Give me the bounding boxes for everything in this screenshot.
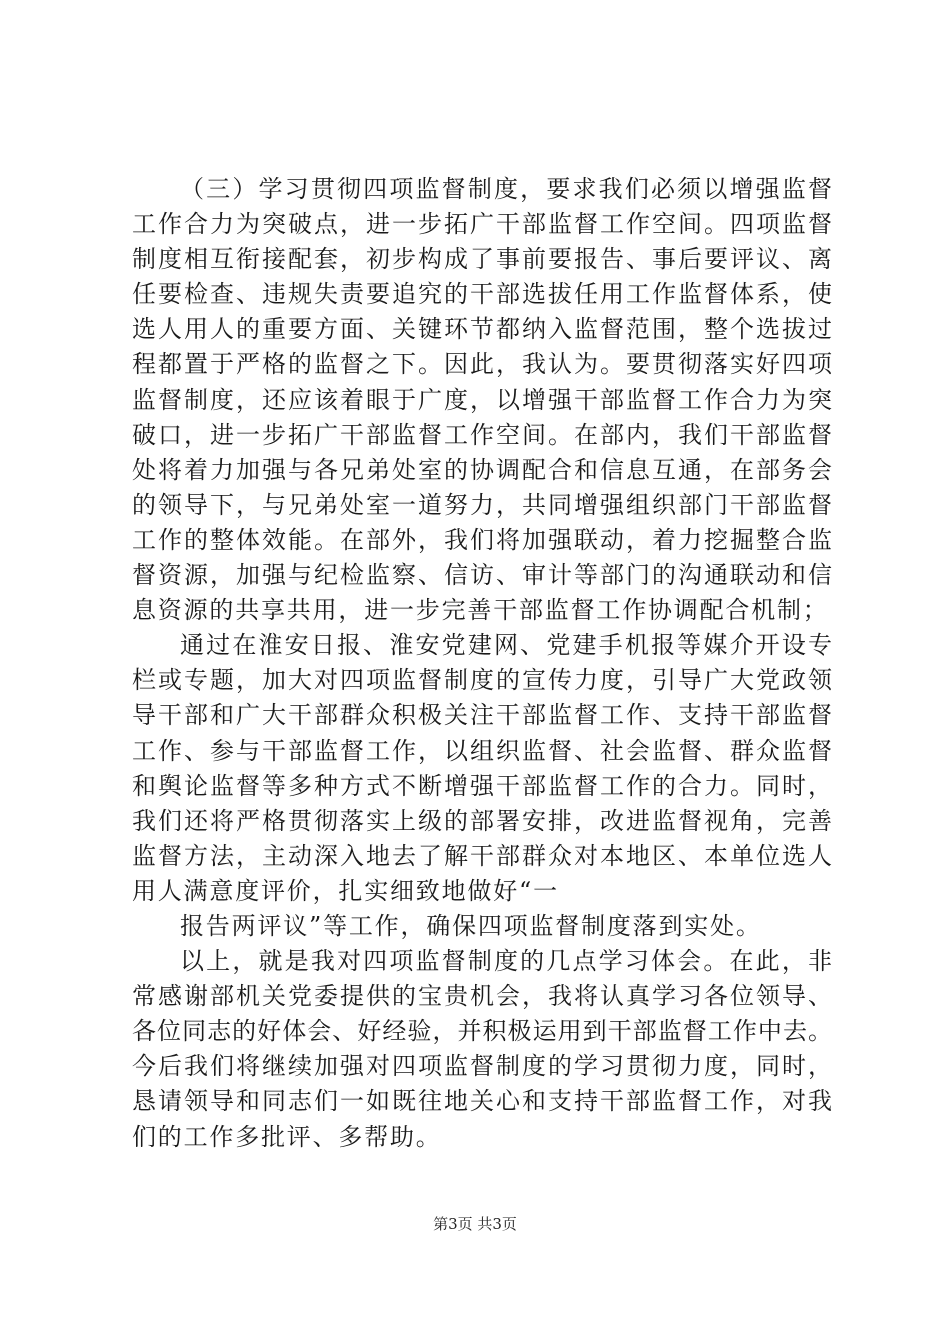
paragraph-line: 以上，就是我对四项监督制度的几点学习体会。在此，非	[180, 947, 832, 976]
paragraph-line: 息资源的共享共用，进一步完善干部监督工作协调配合机制；	[132, 596, 829, 625]
paragraph-line: 和舆论监督等多种方式不断增强干部监督工作的合力。同时，	[132, 771, 832, 800]
paragraph-line: 用人满意度评价，扎实细致地做好“一	[132, 876, 559, 905]
paragraph-line: 制度相互衔接配套，初步构成了事前要报告、事后要评议、离	[132, 245, 832, 274]
paragraph-line: （三）学习贯彻四项监督制度，要求我们必须以增强监督	[180, 175, 832, 203]
paragraph-line: 监督制度，还应该着眼于广度，以增强干部监督工作合力为突	[132, 385, 832, 414]
paragraph-line: 任要检查、违规失责要追究的干部选拔任用工作监督体系，使	[132, 280, 832, 309]
page-number-footer: 第3页 共3页	[433, 1215, 517, 1233]
paragraph-line: 的领导下，与兄弟处室一道努力，共同增强组织部门干部监督	[132, 490, 832, 519]
paragraph-line: 破口，进一步拓广干部监督工作空间。在部内，我们干部监督	[132, 420, 832, 449]
paragraph-line: 导干部和广大干部群众积极关注干部监督工作、支持干部监督	[132, 701, 832, 730]
document-body	[132, 172, 832, 1155]
paragraph-line: 恳请领导和同志们一如既往地关心和支持干部监督工作，对我	[132, 1087, 832, 1116]
paragraph-line: 今后我们将继续加强对四项监督制度的学习贯彻力度，同时，	[132, 1052, 832, 1081]
paragraph-line: 常感谢部机关党委提供的宝贵机会，我将认真学习各位领导、	[132, 982, 832, 1011]
paragraph-line: 程都置于严格的监督之下。因此，我认为。要贯彻落实好四项	[132, 350, 832, 379]
paragraph-line: 处将着力加强与各兄弟处室的协调配合和信息互通，在部务会	[132, 455, 832, 484]
paragraph-line: 通过在淮安日报、淮安党建网、党建手机报等媒介开设专	[180, 631, 832, 660]
paragraph-line: 选人用人的重要方面、关键环节都纳入监督范围，整个选拔过	[132, 315, 832, 344]
paragraph-line: 工作的整体效能。在部外，我们将加强联动，着力挖掘整合监	[132, 525, 832, 554]
paragraph-line: 督资源，加强与纪检监察、信访、审计等部门的沟通联动和信	[132, 561, 832, 590]
paragraph-line: 报告两评议”等工作，确保四项监督制度落到实处。	[180, 911, 762, 940]
paragraph-line: 各位同志的好体会、好经验，并积极运用到干部监督工作中去。	[132, 1017, 832, 1046]
paragraph-line: 工作合力为突破点，进一步拓广干部监督工作空间。四项监督	[132, 210, 832, 239]
paragraph-line: 栏或专题，加大对四项监督制度的宣传力度，引导广大党政领	[132, 666, 832, 695]
paragraph-line: 们的工作多批评、多帮助。	[132, 1122, 442, 1151]
paragraph-line: 工作、参与干部监督工作，以组织监督、社会监督、群众监督	[132, 736, 832, 765]
paragraph-line: 监督方法，主动深入地去了解干部群众对本地区、本单位选人	[132, 841, 832, 870]
paragraph-line: 我们还将严格贯彻落实上级的部署安排，改进监督视角，完善	[132, 806, 832, 835]
